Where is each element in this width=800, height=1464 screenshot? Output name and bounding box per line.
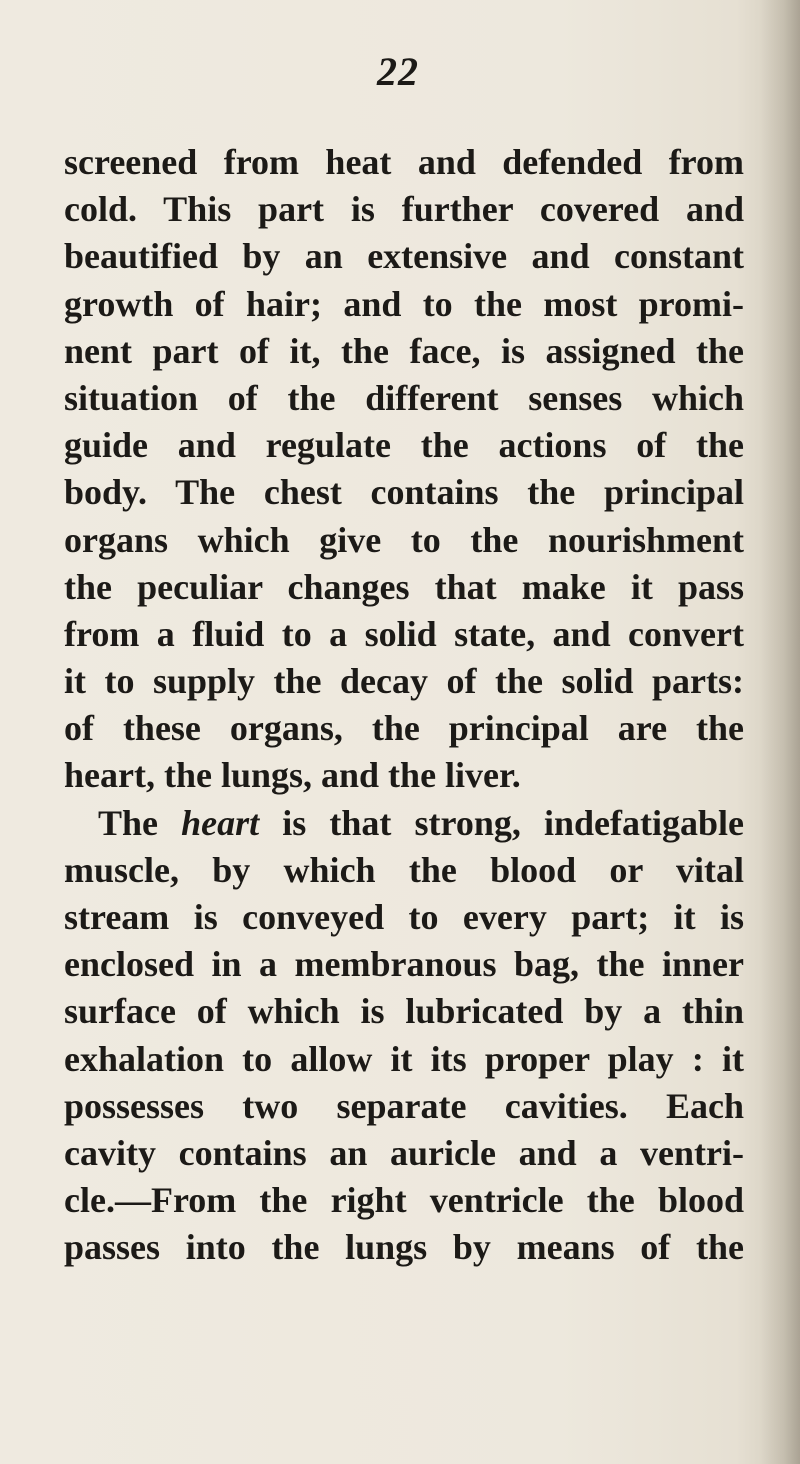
- text-run: is that strong, indefatigable: [259, 802, 744, 843]
- text-line: heart, the lungs, and the liver.: [64, 755, 521, 796]
- text-line: nent part of it, the face, is assigned the: [64, 330, 744, 371]
- text-line: of these organs, the principal are the: [64, 708, 744, 749]
- text-line: cold. This part is further covered and: [64, 189, 744, 230]
- text-line: enclosed in a membranous bag, the inner: [64, 944, 744, 985]
- text-line: guide and regulate the actions of the: [64, 425, 744, 466]
- text-line: possesses two separate cavities. Each: [64, 1085, 744, 1126]
- text-line: cavity contains an auricle and a ventri-: [64, 1132, 744, 1173]
- text-line: cle.—From the right ventricle the blood: [64, 1180, 744, 1221]
- text-line: the peculiar changes that make it pass: [64, 566, 744, 607]
- text-line: surface of which is lubricated by a thin: [64, 991, 744, 1032]
- page-edge-shadow: [760, 0, 800, 1464]
- italic-term-heart: heart: [181, 802, 260, 843]
- text-line: growth of hair; and to the most promi-: [64, 283, 744, 324]
- text-line: from a fluid to a solid state, and convert: [64, 613, 744, 654]
- text-line: stream is conveyed to every part; it is: [64, 897, 744, 937]
- text-line: situation of the different senses which: [64, 377, 744, 418]
- text-line: beautified by an extensive and constant: [64, 236, 744, 277]
- body-text: [64, 139, 744, 1272]
- text-run: The: [98, 802, 182, 843]
- text-line: exhalation to allow it its proper play : it: [64, 1038, 744, 1079]
- text-line: organs which give to the nourishment: [64, 519, 744, 560]
- text-line: muscle, by which the blood or vital: [64, 849, 744, 890]
- text-line: passes into the lungs by means of the: [64, 1227, 744, 1268]
- text-line: screened from heat and defended from: [64, 142, 744, 182]
- text-line: body. The chest contains the principal: [64, 472, 744, 513]
- page-number: 22: [377, 49, 419, 94]
- text-line: it to supply the decay of the solid parts:: [64, 661, 744, 702]
- paragraph-opening-line: [64, 800, 744, 847]
